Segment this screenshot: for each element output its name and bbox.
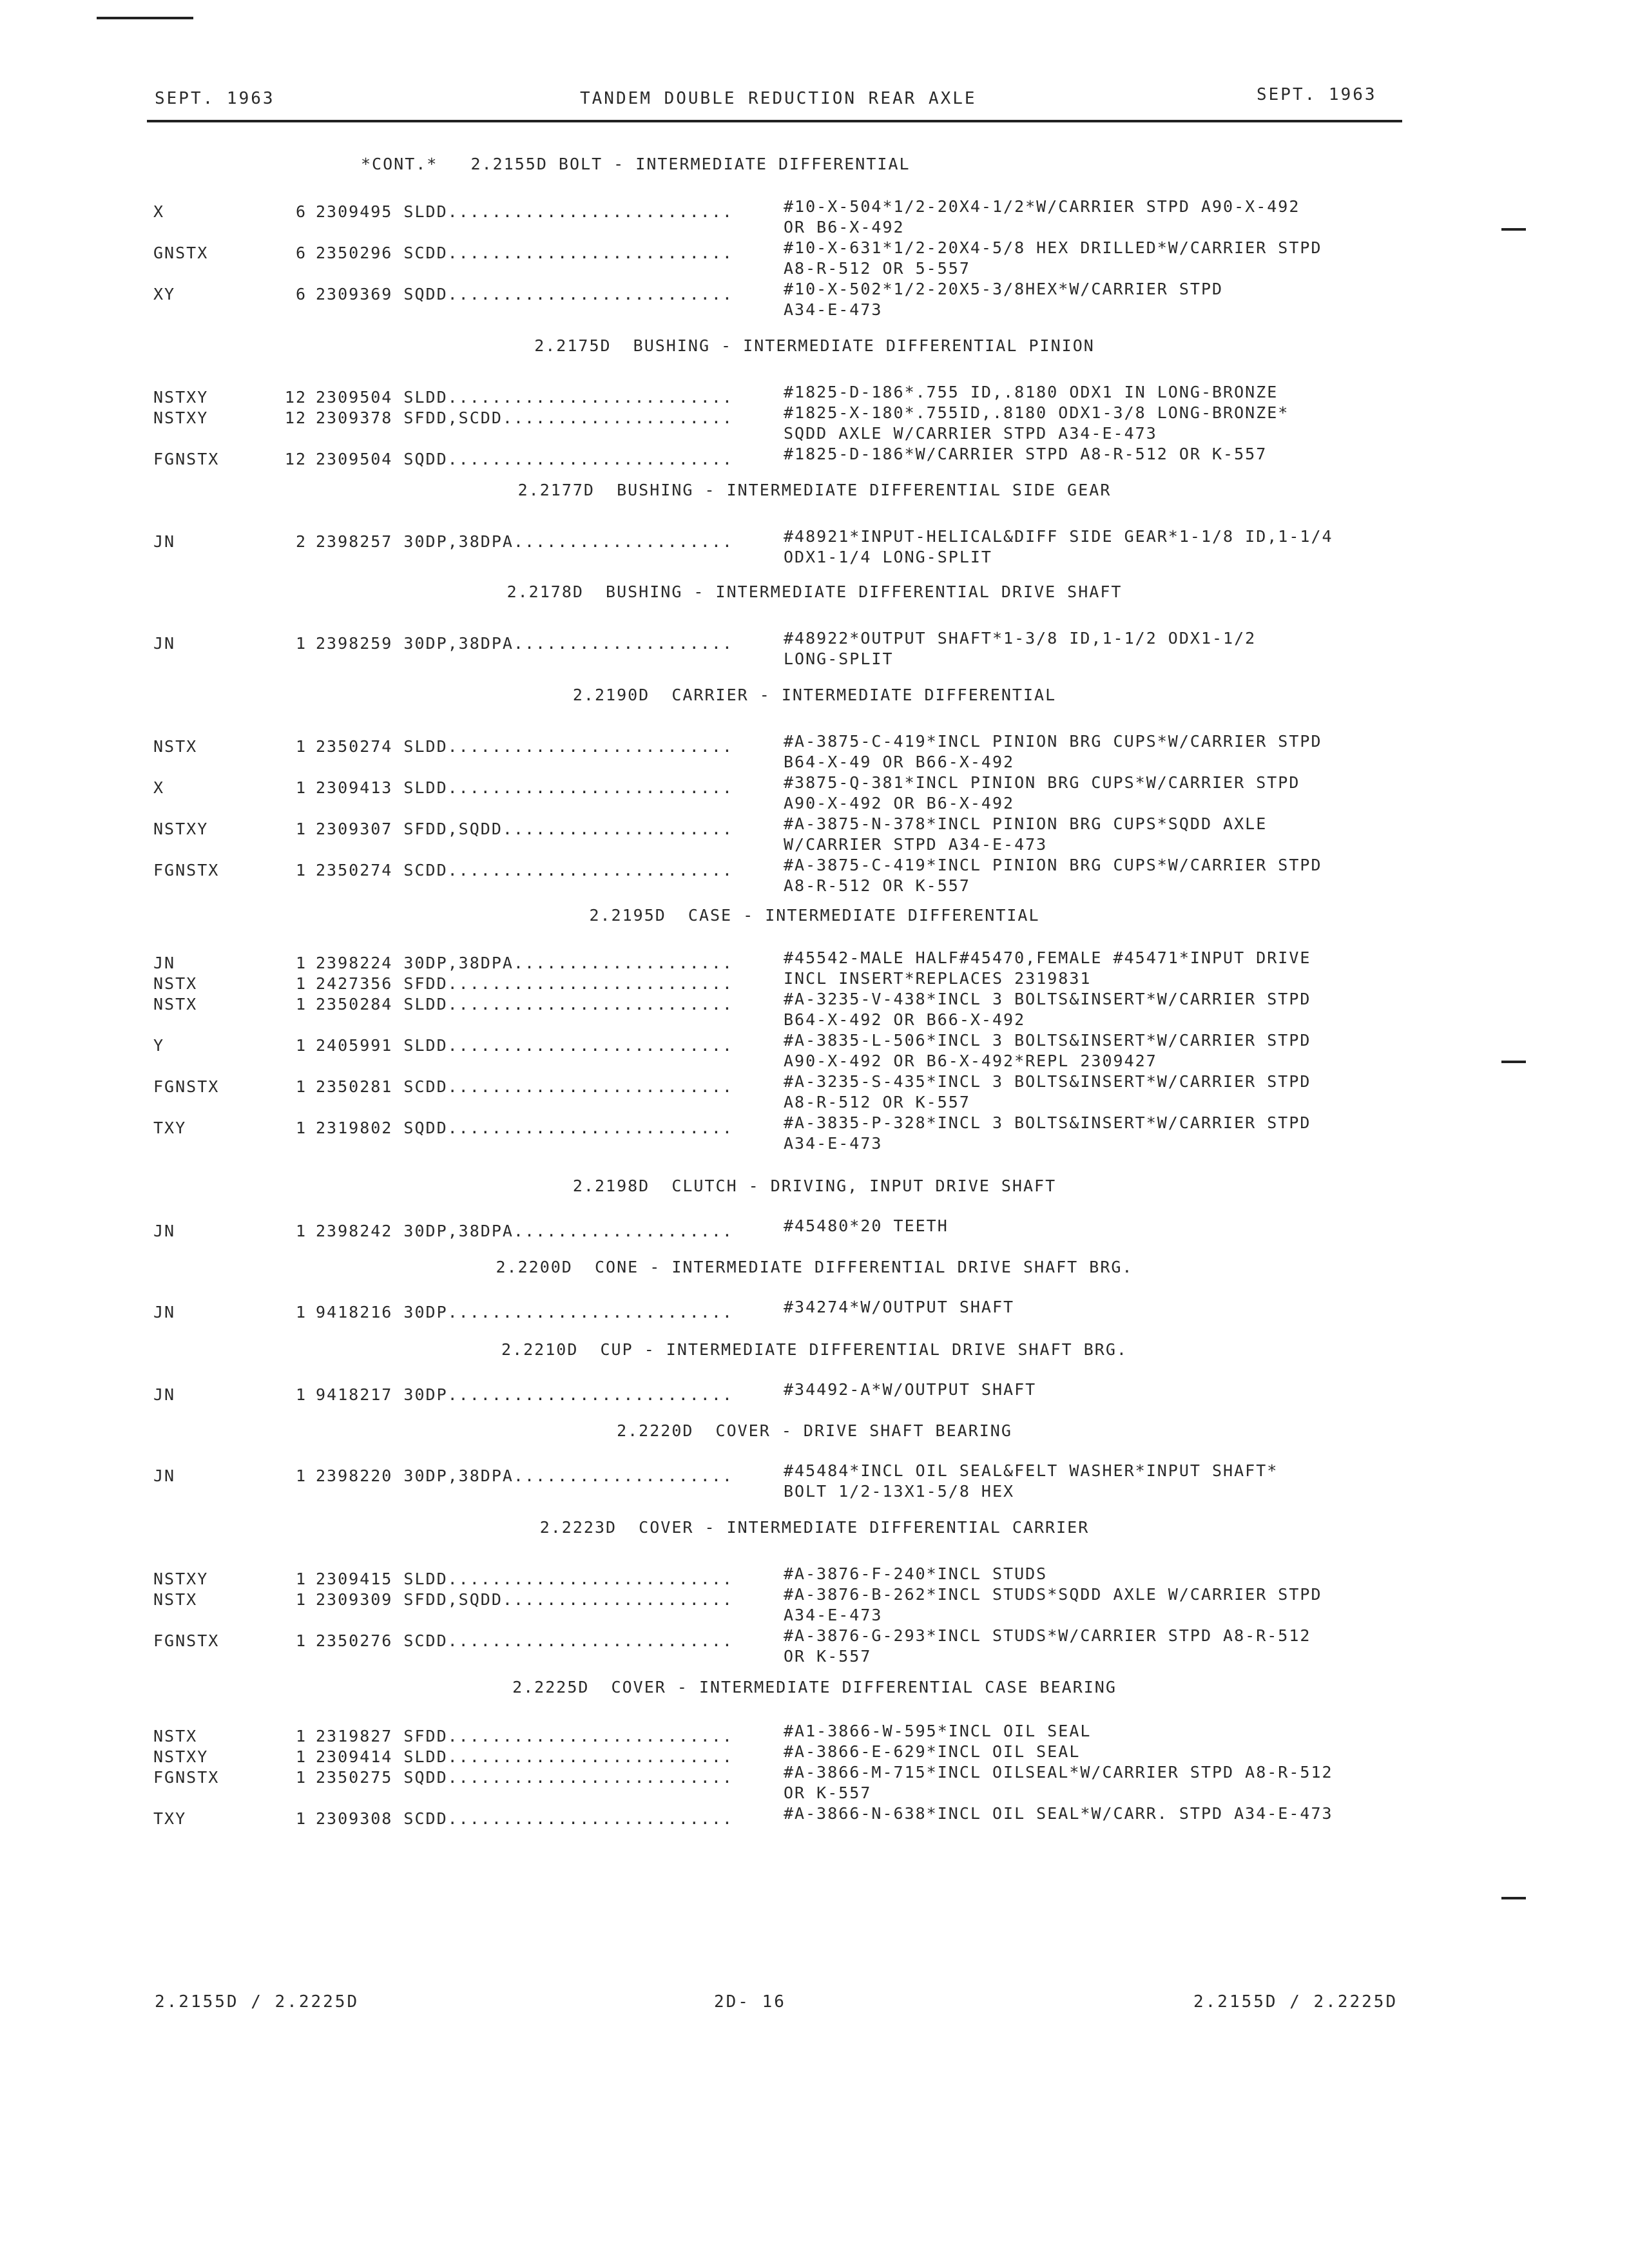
part-description: #A-3235-S-435*INCL 3 BOLTS&INSERT*W/CARRIER STPD bbox=[784, 1072, 1311, 1091]
section-title: 2.2195D CASE - INTERMEDIATE DIFFERENTIAL bbox=[589, 906, 1040, 925]
part-description: #A-3866-M-715*INCL OILSEAL*W/CARRIER STPD A8-R-512 bbox=[784, 1763, 1333, 1782]
applicability-code: NSTX bbox=[153, 995, 198, 1014]
part-description: #48922*OUTPUT SHAFT*1-3/8 ID,1-1/2 ODX1-1/2 bbox=[784, 629, 1257, 648]
section-title: 2.2178D BUSHING - INTERMEDIATE DIFFERENTIAL DRIVE SHAFT bbox=[506, 582, 1123, 601]
part-number: 2309495 SLDD.......................... bbox=[316, 202, 733, 221]
part-description: #A-3866-N-638*INCL OIL SEAL*W/CARR. STPD A34-E-473 bbox=[784, 1804, 1333, 1823]
quantity: 1 bbox=[295, 1119, 307, 1137]
part-description: #45484*INCL OIL SEAL&FELT WASHER*INPUT SHAFT* bbox=[784, 1461, 1278, 1480]
part-number: 2309378 SFDD,SCDD..................... bbox=[316, 408, 733, 427]
quantity: 1 bbox=[295, 1727, 307, 1745]
top-margin-mark bbox=[97, 17, 193, 19]
quantity: 1 bbox=[295, 954, 307, 972]
applicability-code: FGNSTX bbox=[153, 861, 220, 879]
applicability-code: X bbox=[153, 778, 165, 797]
quantity: 12 bbox=[284, 408, 307, 427]
part-number: 2350284 SLDD.......................... bbox=[316, 995, 733, 1014]
part-description: #45542-MALE HALF#45470,FEMALE #45471*INPUT DRIVE bbox=[784, 948, 1311, 967]
quantity: 1 bbox=[295, 737, 307, 756]
part-description: BOLT 1/2-13X1-5/8 HEX bbox=[784, 1482, 1015, 1501]
part-number: 2398224 30DP,38DPA.................... bbox=[316, 954, 733, 972]
part-description: OR B6-X-492 bbox=[784, 218, 905, 236]
applicability-code: NSTX bbox=[153, 737, 198, 756]
part-number: 2350274 SCDD.......................... bbox=[316, 861, 733, 879]
part-description: #45480*20 TEETH bbox=[784, 1216, 949, 1235]
part-description: #A1-3866-W-595*INCL OIL SEAL bbox=[784, 1722, 1092, 1740]
quantity: 1 bbox=[295, 1385, 307, 1404]
part-number: 9418216 30DP.......................... bbox=[316, 1303, 733, 1321]
applicability-code: FGNSTX bbox=[153, 1768, 220, 1787]
quantity: 1 bbox=[295, 1036, 307, 1055]
part-description: A34-E-473 bbox=[784, 300, 883, 319]
section-title: 2.2220D COVER - DRIVE SHAFT BEARING bbox=[617, 1421, 1012, 1440]
part-description: #10-X-504*1/2-20X4-1/2*W/CARRIER STPD A90-X-492 bbox=[784, 197, 1300, 216]
part-description: #A-3876-B-262*INCL STUDS*SQDD AXLE W/CARRIER STPD bbox=[784, 1585, 1322, 1604]
part-description: #A-3835-L-506*INCL 3 BOLTS&INSERT*W/CARRIER STPD bbox=[784, 1031, 1311, 1050]
part-description: A8-R-512 OR 5-557 bbox=[784, 259, 970, 278]
applicability-code: JN bbox=[153, 634, 176, 653]
quantity: 1 bbox=[295, 1809, 307, 1828]
part-description: #10-X-502*1/2-20X5-3/8HEX*W/CARRIER STPD bbox=[784, 280, 1224, 298]
section-title: *CONT.* 2.2155D BOLT - INTERMEDIATE DIFFERENTIAL bbox=[361, 155, 911, 173]
part-description: A90-X-492 OR B6-X-492 bbox=[784, 794, 1015, 812]
header-title: TANDEM DOUBLE REDUCTION REAR AXLE bbox=[580, 89, 977, 108]
quantity: 1 bbox=[295, 1747, 307, 1766]
part-number: 2319827 SFDD.......................... bbox=[316, 1727, 733, 1745]
section-title: 2.2198D CLUTCH - DRIVING, INPUT DRIVE SHAFT bbox=[572, 1177, 1057, 1195]
part-description: A8-R-512 OR K-557 bbox=[784, 1093, 970, 1111]
quantity: 1 bbox=[295, 1466, 307, 1485]
applicability-code: TXY bbox=[153, 1119, 187, 1137]
part-description: #10-X-631*1/2-20X4-5/8 HEX DRILLED*W/CARRIER STPD bbox=[784, 238, 1322, 257]
part-description: #1825-D-186*.755 ID,.8180 ODX1 IN LONG-BRONZE bbox=[784, 383, 1278, 401]
applicability-code: JN bbox=[153, 1385, 176, 1404]
part-number: 2309504 SLDD.......................... bbox=[316, 388, 733, 407]
part-description: A34-E-473 bbox=[784, 1134, 883, 1153]
margin-mark bbox=[1501, 228, 1526, 231]
applicability-code: XY bbox=[153, 285, 176, 303]
applicability-code: NSTXY bbox=[153, 820, 209, 838]
quantity: 1 bbox=[295, 1768, 307, 1787]
header-rule bbox=[147, 120, 1402, 122]
applicability-code: NSTXY bbox=[153, 408, 209, 427]
applicability-code: FGNSTX bbox=[153, 1077, 220, 1096]
applicability-code: TXY bbox=[153, 1809, 187, 1828]
applicability-code: NSTX bbox=[153, 1590, 198, 1609]
quantity: 1 bbox=[295, 974, 307, 993]
header-left-date: SEPT. 1963 bbox=[155, 89, 275, 108]
footer-right: 2.2155D / 2.2225D bbox=[1193, 1992, 1398, 2012]
part-description: #3875-Q-381*INCL PINION BRG CUPS*W/CARRIER STPD bbox=[784, 773, 1300, 792]
applicability-code: NSTX bbox=[153, 974, 198, 993]
margin-mark bbox=[1501, 1897, 1526, 1899]
part-number: 2309307 SFDD,SQDD..................... bbox=[316, 820, 733, 838]
part-number: 2398259 30DP,38DPA.................... bbox=[316, 634, 733, 653]
section-title: 2.2225D COVER - INTERMEDIATE DIFFERENTIAL CASE BEARING bbox=[512, 1678, 1117, 1696]
applicability-code: JN bbox=[153, 532, 176, 551]
part-description: #A-3866-E-629*INCL OIL SEAL bbox=[784, 1742, 1081, 1761]
applicability-code: NSTX bbox=[153, 1727, 198, 1745]
part-description: OR K-557 bbox=[784, 1647, 872, 1666]
part-description: #A-3835-P-328*INCL 3 BOLTS&INSERT*W/CARRIER STPD bbox=[784, 1113, 1311, 1132]
quantity: 1 bbox=[295, 1590, 307, 1609]
footer-left: 2.2155D / 2.2225D bbox=[155, 1992, 360, 2012]
part-description: LONG-SPLIT bbox=[784, 649, 894, 668]
quantity: 6 bbox=[295, 202, 307, 221]
part-number: 2350275 SQDD.......................... bbox=[316, 1768, 733, 1787]
section-title: 2.2177D BUSHING - INTERMEDIATE DIFFERENTIAL SIDE GEAR bbox=[517, 481, 1112, 499]
part-description: #48921*INPUT-HELICAL&DIFF SIDE GEAR*1-1/8 ID,1-1/4 bbox=[784, 527, 1333, 546]
applicability-code: NSTXY bbox=[153, 1747, 209, 1766]
part-description: #34492-A*W/OUTPUT SHAFT bbox=[784, 1380, 1037, 1399]
part-number: 2350281 SCDD.......................... bbox=[316, 1077, 733, 1096]
part-number: 2350276 SCDD.......................... bbox=[316, 1631, 733, 1650]
quantity: 1 bbox=[295, 778, 307, 797]
quantity: 2 bbox=[295, 532, 307, 551]
applicability-code: JN bbox=[153, 1222, 176, 1240]
quantity: 12 bbox=[284, 450, 307, 468]
part-number: 2309504 SQDD.......................... bbox=[316, 450, 733, 468]
quantity: 12 bbox=[284, 388, 307, 407]
part-description: A8-R-512 OR K-557 bbox=[784, 876, 970, 895]
part-description: SQDD AXLE W/CARRIER STPD A34-E-473 bbox=[784, 424, 1157, 443]
section-title: 2.2210D CUP - INTERMEDIATE DIFFERENTIAL DRIVE SHAFT BRG. bbox=[501, 1340, 1128, 1359]
part-number: 2398242 30DP,38DPA.................... bbox=[316, 1222, 733, 1240]
part-number: 9418217 30DP.......................... bbox=[316, 1385, 733, 1404]
applicability-code: NSTXY bbox=[153, 388, 209, 407]
section-title: 2.2200D CONE - INTERMEDIATE DIFFERENTIAL DRIVE SHAFT BRG. bbox=[496, 1258, 1133, 1276]
quantity: 1 bbox=[295, 861, 307, 879]
part-number: 2309369 SQDD.......................... bbox=[316, 285, 733, 303]
part-number: 2427356 SFDD.......................... bbox=[316, 974, 733, 993]
quantity: 1 bbox=[295, 1077, 307, 1096]
quantity: 1 bbox=[295, 1570, 307, 1588]
part-description: OR K-557 bbox=[784, 1783, 872, 1802]
part-description: B64-X-492 OR B66-X-492 bbox=[784, 1010, 1026, 1029]
quantity: 6 bbox=[295, 244, 307, 262]
part-description: #1825-D-186*W/CARRIER STPD A8-R-512 OR K-557 bbox=[784, 445, 1268, 463]
part-number: 2405991 SLDD.......................... bbox=[316, 1036, 733, 1055]
part-description: #1825-X-180*.755ID,.8180 ODX1-3/8 LONG-BRONZE* bbox=[784, 403, 1289, 422]
applicability-code: JN bbox=[153, 1303, 176, 1321]
part-description: W/CARRIER STPD A34-E-473 bbox=[784, 835, 1048, 854]
part-number: 2350296 SCDD.......................... bbox=[316, 244, 733, 262]
part-number: 2309414 SLDD.......................... bbox=[316, 1747, 733, 1766]
part-number: 2309413 SLDD.......................... bbox=[316, 778, 733, 797]
applicability-code: X bbox=[153, 202, 165, 221]
header-right-date: SEPT. 1963 bbox=[1257, 85, 1377, 104]
quantity: 1 bbox=[295, 1631, 307, 1650]
part-description: B64-X-49 OR B66-X-492 bbox=[784, 753, 1015, 771]
part-description: #A-3875-C-419*INCL PINION BRG CUPS*W/CARRIER STPD bbox=[784, 856, 1322, 874]
applicability-code: NSTXY bbox=[153, 1570, 209, 1588]
section-title: 2.2190D CARRIER - INTERMEDIATE DIFFERENTIAL bbox=[572, 686, 1057, 704]
applicability-code: JN bbox=[153, 954, 176, 972]
section-title: 2.2175D BUSHING - INTERMEDIATE DIFFERENTIAL PINION bbox=[534, 336, 1095, 355]
quantity: 1 bbox=[295, 634, 307, 653]
part-description: A34-E-473 bbox=[784, 1606, 883, 1624]
applicability-code: Y bbox=[153, 1036, 165, 1055]
part-number: 2309309 SFDD,SQDD..................... bbox=[316, 1590, 733, 1609]
part-number: 2319802 SQDD.......................... bbox=[316, 1119, 733, 1137]
part-description: INCL INSERT*REPLACES 2319831 bbox=[784, 969, 1092, 988]
part-number: 2350274 SLDD.......................... bbox=[316, 737, 733, 756]
quantity: 1 bbox=[295, 820, 307, 838]
part-description: ODX1-1/4 LONG-SPLIT bbox=[784, 548, 992, 566]
part-description: #A-3875-N-378*INCL PINION BRG CUPS*SQDD AXLE bbox=[784, 814, 1268, 833]
section-title: 2.2223D COVER - INTERMEDIATE DIFFERENTIAL CARRIER bbox=[539, 1518, 1090, 1537]
part-number: 2309308 SCDD.......................... bbox=[316, 1809, 733, 1828]
part-description: #A-3875-C-419*INCL PINION BRG CUPS*W/CARRIER STPD bbox=[784, 732, 1322, 751]
part-description: #A-3876-F-240*INCL STUDS bbox=[784, 1564, 1048, 1583]
part-description: A90-X-492 OR B6-X-492*REPL 2309427 bbox=[784, 1052, 1157, 1070]
applicability-code: JN bbox=[153, 1466, 176, 1485]
quantity: 1 bbox=[295, 995, 307, 1014]
quantity: 6 bbox=[295, 285, 307, 303]
part-description: #A-3876-G-293*INCL STUDS*W/CARRIER STPD A8-R-512 bbox=[784, 1626, 1311, 1645]
part-description: #34274*W/OUTPUT SHAFT bbox=[784, 1298, 1015, 1316]
margin-mark bbox=[1501, 1061, 1526, 1063]
part-description: #A-3235-V-438*INCL 3 BOLTS&INSERT*W/CARRIER STPD bbox=[784, 990, 1311, 1008]
part-number: 2398257 30DP,38DPA.................... bbox=[316, 532, 733, 551]
footer-page-number: 2D- 16 bbox=[714, 1992, 786, 2012]
quantity: 1 bbox=[295, 1303, 307, 1321]
quantity: 1 bbox=[295, 1222, 307, 1240]
part-number: 2309415 SLDD.......................... bbox=[316, 1570, 733, 1588]
applicability-code: FGNSTX bbox=[153, 1631, 220, 1650]
applicability-code: GNSTX bbox=[153, 244, 209, 262]
applicability-code: FGNSTX bbox=[153, 450, 220, 468]
part-number: 2398220 30DP,38DPA.................... bbox=[316, 1466, 733, 1485]
